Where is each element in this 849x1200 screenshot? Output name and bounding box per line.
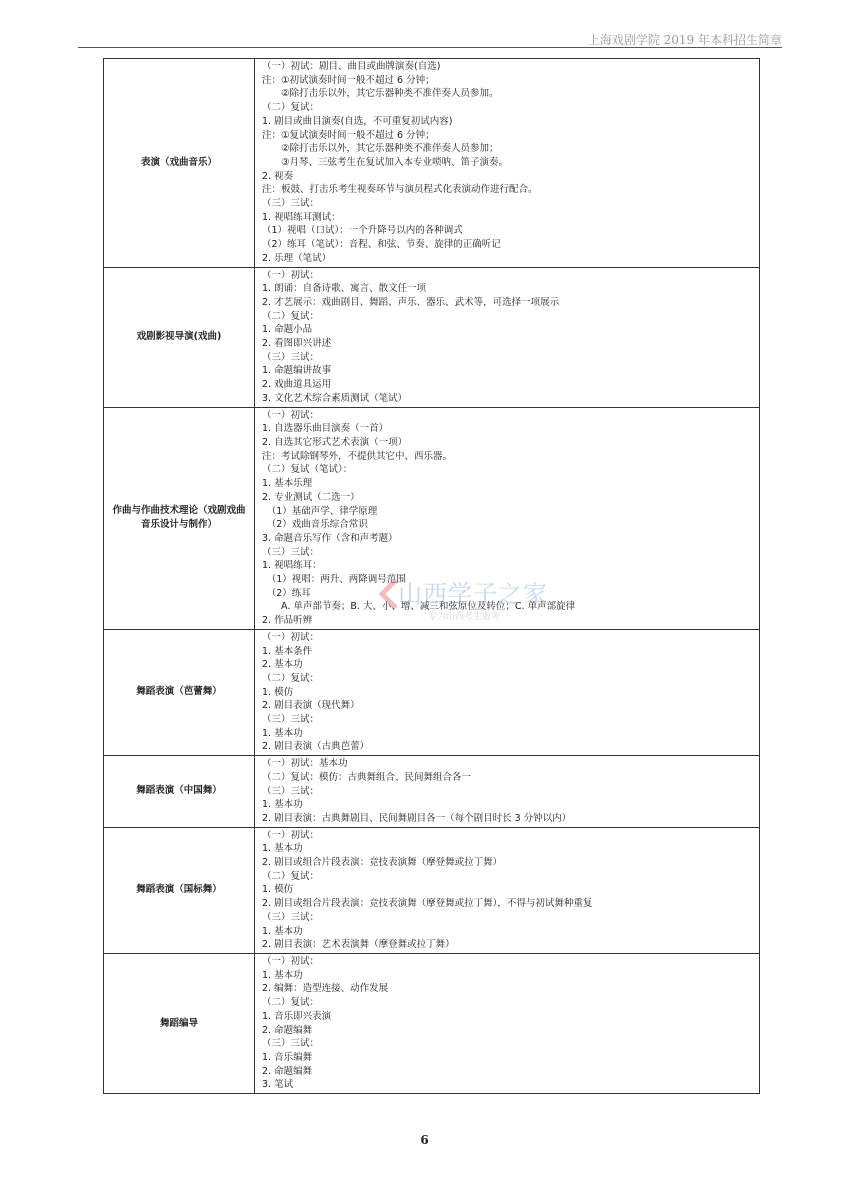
exam-item-line: 2. 剧目表演：艺术表演舞（摩登舞或拉丁舞） [262, 939, 455, 951]
exam-item-line: 2. 作品听辨 [262, 615, 313, 627]
exam-item-line: 1. 剧目或曲目演奏(自选，不可重复初试内容) [262, 115, 453, 127]
exam-item-line: （2）戏曲音乐综合常识 [262, 519, 368, 531]
exam-item-line: （一）初试：剧目、曲目或曲牌演奏(自选) [262, 61, 441, 72]
exam-content-cell [255, 827, 760, 953]
exam-item-line: 1. 模仿 [262, 884, 294, 896]
exam-item-line: （1）视唱（口试）：一个升降号以内的各种调式 [262, 225, 463, 237]
exam-item-line: （三）三试： [262, 714, 320, 726]
exam-item-line: 注：①初试演奏时间一般不超过 6 分钟； [262, 74, 435, 86]
exam-content-cell [255, 267, 760, 407]
exam-item-line: （三）三试： [262, 785, 320, 797]
header-title: 上海戏剧学院 2019 年本科招生简章 [587, 33, 782, 47]
exam-item-line: （1）视唱：两升、两降调号范围 [262, 574, 406, 586]
exam-item-line: （一）初试： [262, 631, 320, 643]
exam-item-line: 1. 基本功 [262, 925, 303, 937]
exam-item-line: 注：板鼓、打击乐考生视奏环节与演员程式化表演动作进行配合。 [262, 184, 538, 196]
exam-content-cell [255, 59, 760, 268]
exam-item-line: 2. 基本功 [262, 659, 303, 671]
exam-item-line: ②除打击乐以外，其它乐器种类不准伴奏人员参加； [262, 143, 499, 155]
exam-item-line: （一）初试： [262, 409, 320, 421]
table-row [104, 59, 760, 268]
major-name-cell: 舞蹈表演（芭蕾舞） [104, 629, 255, 755]
admission-exam-table [103, 58, 760, 1094]
exam-item-line: 1. 命题编讲故事 [262, 365, 332, 377]
exam-item-line: 注：考试除钢琴外，不提供其它中、西乐器。 [262, 450, 453, 462]
table-row [104, 954, 760, 1094]
watermark-title: 山西学子之家 [398, 580, 548, 608]
exam-item-line: （二）复试： [262, 102, 320, 114]
exam-item-line: （三）三试： [262, 198, 320, 210]
exam-content-cell [255, 954, 760, 1094]
exam-item-line: 1. 基本乐理 [262, 478, 313, 490]
exam-item-line: 2. 自选其它形式艺术表演（一项） [262, 436, 408, 448]
exam-item-line: （三）三试： [262, 546, 320, 558]
exam-item-line: （二）复试： [262, 870, 320, 882]
exam-item-line: （二）复试： [262, 672, 320, 684]
exam-item-line: 2. 乐理（笔试） [262, 252, 332, 264]
exam-item-line: 1. 基本功 [262, 843, 303, 855]
exam-item-line: 3. 笔试 [262, 1079, 294, 1091]
major-name-cell: 戏剧影视导演(戏曲) [104, 267, 255, 407]
exam-item-line: 1. 音乐编舞 [262, 1051, 313, 1063]
table-row [104, 756, 760, 828]
exam-item-line: 2. 剧目表演（现代舞） [262, 700, 360, 712]
exam-item-line: 1. 基本条件 [262, 645, 313, 657]
header-rule [78, 47, 782, 48]
exam-item-line: 2. 命题编舞 [262, 1065, 313, 1077]
exam-item-line: （2）练耳（笔试）：音程、和弦、节奏、旋律的正确听记 [262, 239, 501, 251]
exam-item-line: ②除打击乐以外，其它乐器种类不准伴奏人员参加。 [262, 88, 499, 100]
major-name-cell: 表演（戏曲音乐） [104, 59, 255, 268]
exam-item-line: 2. 专业测试（二选一） [262, 491, 360, 503]
table-row [104, 267, 760, 407]
exam-item-line: （三）三试： [262, 351, 320, 363]
exam-item-line: （三）三试： [262, 911, 320, 923]
exam-content-cell [255, 407, 760, 629]
exam-item-line: （1）基础声学、律学原理 [262, 505, 378, 517]
exam-item-line: （二）复试： [262, 997, 320, 1009]
exam-item-line: 1. 视唱练耳测试： [262, 211, 341, 223]
exam-content-cell [255, 629, 760, 755]
exam-item-line: 2. 剧目表演（古典芭蕾） [262, 741, 370, 753]
exam-item-line: 2. 剧目或组合片段表演：竞技表演舞（摩登舞或拉丁舞），不得与初试舞种重复 [262, 898, 593, 910]
exam-item-line: 2. 看图即兴讲述 [262, 338, 332, 350]
exam-item-line: 1. 视唱练耳： [262, 560, 322, 572]
exam-item-line: 2. 才艺展示：戏曲剧目、舞蹈、声乐、器乐、武术等，可选择一项展示 [262, 296, 560, 308]
exam-item-line: 1. 自选器乐曲目演奏（一首） [262, 423, 389, 435]
exam-item-line: 1. 基本功 [262, 969, 303, 981]
exam-item-line: （一）初试： [262, 956, 320, 967]
exam-item-line: 1. 基本功 [262, 727, 303, 739]
watermark-subtitle: 专为山西考生服务 [428, 612, 501, 622]
exam-item-line: （2）练耳 [262, 587, 311, 599]
major-name-cell: 舞蹈编导 [104, 954, 255, 1094]
exam-item-line: 2. 编舞：造型连接、动作发展 [262, 983, 389, 995]
exam-item-line: 1. 音乐即兴表演 [262, 1010, 332, 1022]
exam-item-line: 3. 命题音乐写作（含和声考题） [262, 532, 398, 544]
exam-content-cell [255, 756, 760, 828]
exam-item-line: 2. 剧目或组合片段表演：竞技表演舞（摩登舞或拉丁舞） [262, 857, 503, 869]
exam-item-line: （三）三试： [262, 1038, 320, 1050]
exam-item-line: 2. 戏曲道具运用 [262, 379, 332, 391]
page-number: 6 [420, 1133, 429, 1147]
exam-item-line: 2. 命题编舞 [262, 1024, 313, 1036]
major-name-cell: 舞蹈表演（国标舞） [104, 827, 255, 953]
exam-item-line: 1. 模仿 [262, 686, 294, 698]
major-name-cell: 舞蹈表演（中国舞） [104, 756, 255, 828]
exam-item-line: （二）复试：模仿：古典舞组合、民间舞组合各一 [262, 771, 472, 783]
table-body [104, 59, 760, 1094]
exam-item-line: 2. 视奏 [262, 170, 294, 182]
exam-item-line: 3. 文化艺术综合素质测试（笔试） [262, 392, 408, 404]
exam-item-line: 1. 命题小品 [262, 324, 313, 336]
exam-item-line: 1. 朗诵：自备诗歌、寓言、散文任一项 [262, 283, 427, 295]
page-header [78, 31, 782, 46]
exam-item-line: 注：①复试演奏时间一般不超过 6 分钟； [262, 129, 435, 141]
table-row [104, 407, 760, 629]
exam-item-line: A. 单声部节奏；B. 大、小、增、减三和弦原位及转位；C. 单声部旋律 [262, 601, 576, 613]
exam-item-line: （一）初试：基本功 [262, 758, 348, 770]
exam-item-line: （一）初试： [262, 269, 320, 281]
exam-item-line: 1. 基本功 [262, 799, 303, 811]
table-row [104, 827, 760, 953]
exam-item-line: 2. 剧目表演：古典舞剧目、民间舞剧目各一（每个剧目时长 3 分钟以内） [262, 812, 572, 824]
exam-item-line: （二）复试（笔试）： [262, 464, 353, 476]
exam-item-line: ③月琴、三弦考生在复试加入本专业唢呐、笛子演奏。 [262, 156, 509, 168]
exam-item-line: （一）初试： [262, 829, 320, 841]
major-name-cell: 作曲与作曲技术理论（戏剧戏曲音乐设计与制作） [104, 407, 255, 629]
table-row [104, 629, 760, 755]
exam-item-line: （二）复试： [262, 310, 320, 322]
